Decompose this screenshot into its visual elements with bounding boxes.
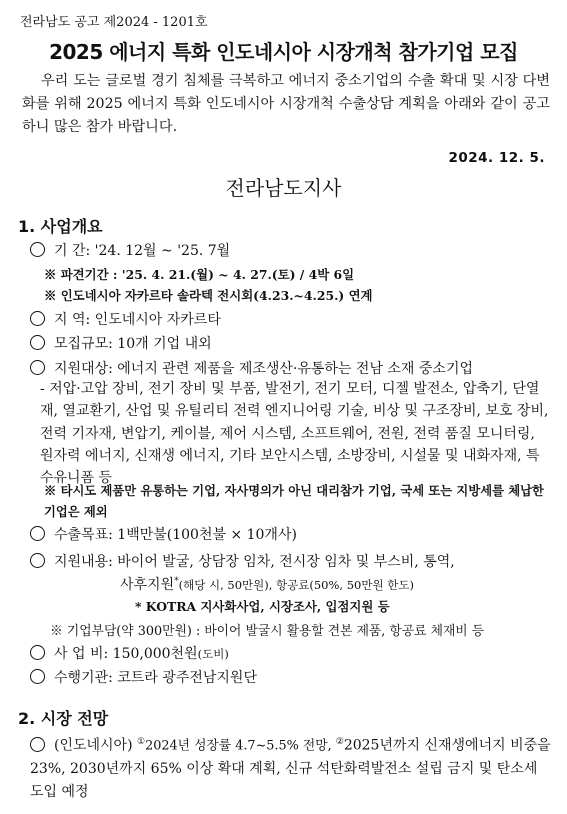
aftercare-text: 사후지원 [120,577,175,593]
target-exclusion-note: ※ 타시도 제품만 유통하는 기업, 자사명의가 아닌 대리참가 기업, 국세 또는 지방세를 체납한 기업은 제외 [44,483,544,519]
document-title: 2025 에너지 특화 인도네시아 시장개척 참가기업 모집 [49,40,518,64]
target-value: 에너지 관련 제품을 제조생산·유통하는 전남 소재 중소기업 [117,361,474,377]
circle-bullet-icon [30,669,45,684]
goal-label: 수출목표: [54,527,113,543]
item-period [30,240,230,260]
section-2-heading: 2. 시장 전망 [18,709,109,728]
outlook-energy-plan: 2025년까지 신재생에너지 비중을 23%, 2030년까지 65% 이상 확대 계획, 신규 석탄화력발전소 설립 금지 및 탄소세 도입 예정 [30,737,551,800]
circled-two-mark: ② [335,737,344,747]
item-goal [30,524,297,544]
scale-value: 10개 기업 내외 [117,336,212,352]
item-target [30,358,473,378]
scale-label: 모집규모: [54,336,113,352]
section-1-heading: 1. 사업개요 [18,217,103,236]
circle-bullet-icon [30,645,45,660]
kotra-note: * KOTRA 지사화사업, 시장조사, 입점지원 등 [135,599,390,614]
agency-label: 수행기관: [54,670,113,686]
support-label: 지원내용: [54,554,113,570]
outlook-growth: 2024년 성장률 4.7~5.5% 전망, [145,738,336,754]
item-region [30,309,221,329]
target-industry-list: - 저압·고압 장비, 전기 장비 및 부품, 발전기, 전기 모터, 디젤 발전소, 압축기, 단열재, 열교환기, 산업 및 유틸리티 전력 엔지니어링 기술, 비상 및 구조장비, 보호 장비, 전력 기자재, 변압기, 케이블, 제어 시스템, 소프트웨어, 전원, 전력 품질 모니터링, 원자력 에너지, 신재생 에너지, 기타 보안시스템, 소방장비, 시설물 및 내화자재, 특수유니폼 등 [40,381,549,487]
support-value-line2 [120,574,414,594]
notice-number: 전라남도 공고 제2024 - 1201호 [20,15,208,30]
footnote-mark: * [174,576,179,587]
budget-value: 150,000천원 [112,646,198,662]
item-support [30,551,455,571]
notice-date: 2024. 12. 5. [448,150,545,166]
item-agency [30,667,257,687]
intro-paragraph [22,70,550,139]
issuer-name: 전라남도지사 [225,176,342,200]
goal-value: 1백만불(100천불 × 10개사) [117,527,297,543]
budget-label: 사 업 비: [54,646,109,662]
intro-text: 우리 도는 글로벌 경기 침체를 극복하고 에너지 중소기업의 수출 확대 및 시장 다변화를 위해 2025 에너지 특화 인도네시아 시장개척 수출상담 계획을 아래와 같이 공고하니 많은 참가 바랍니다. [22,73,550,135]
support-detail-text: (해당 시, 50만원), 항공료(50%, 50만원 한도) [178,578,414,592]
item-scale [30,333,212,353]
item-budget [30,643,229,663]
target-label: 지원대상: [54,361,113,377]
circle-bullet-icon [30,737,45,752]
agency-value: 코트라 광주전남지원단 [117,670,257,686]
region-value: 인도네시아 자카르타 [94,312,221,328]
circle-bullet-icon [30,526,45,541]
budget-suffix: (도비) [197,647,229,661]
outlook-country: (인도네시아) [54,737,137,754]
region-label: 지 역: [54,312,91,328]
circle-bullet-icon [30,311,45,326]
dispatch-note: ※ 파견기간 : '25. 4. 21.(월) ~ 4. 27.(토) / 4박 6일 [44,267,355,282]
circled-one-mark: ① [137,737,146,747]
circle-bullet-icon [30,360,45,375]
period-label: 기 간: [54,243,91,259]
burden-note: ※ 기업부담(약 300만원) : 바이어 발굴시 활용할 견본 제품, 항공료 체재비 등 [50,624,485,639]
circle-bullet-icon [30,553,45,568]
support-value-line1: 바이어 발굴, 상담장 임차, 전시장 임차 및 부스비, 통역, [117,554,455,570]
period-value: '24. 12월 ~ '25. 7월 [94,243,231,259]
circle-bullet-icon [30,335,45,350]
market-outlook-paragraph [30,731,552,804]
circle-bullet-icon [30,242,45,257]
expo-note: ※ 인도네시아 자카르타 솔라텍 전시회(4.23.~4.25.) 연계 [44,288,373,303]
